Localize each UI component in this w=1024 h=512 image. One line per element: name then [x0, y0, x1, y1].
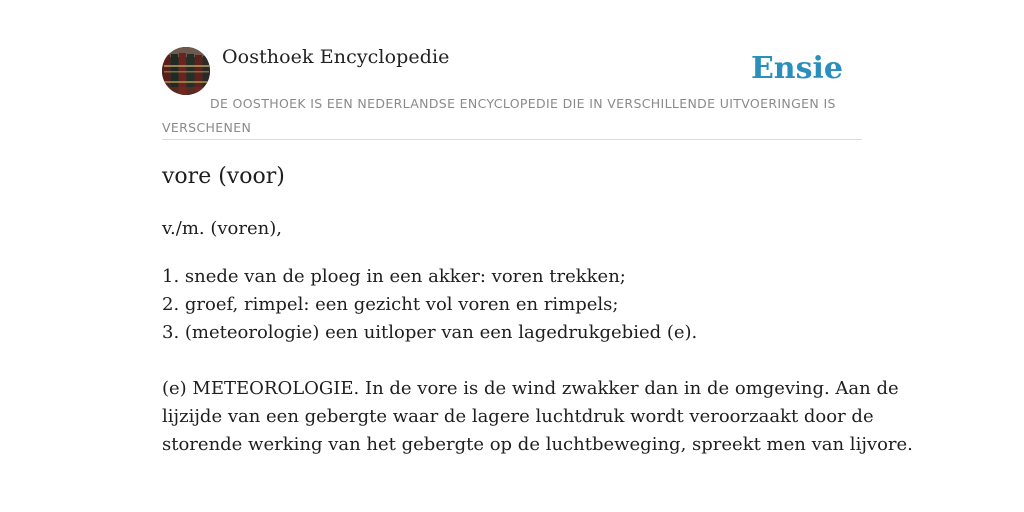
entry-card: [162, 0, 913, 512]
book-spines-icon: [162, 47, 210, 95]
brand-logo[interactable]: Ensie: [750, 51, 843, 86]
source-title[interactable]: Oosthoek Encyclopedie: [222, 46, 450, 68]
entry-grammar: v./m. (voren),: [162, 218, 282, 239]
sense-item: 3. (meteorologie) een uitloper van een lagedrukgebied (e).: [162, 322, 698, 343]
note-line: storende werking van het gebergte op de luchtbeweging, spreekt men van lijvore.: [162, 434, 913, 455]
source-description: DE OOSTHOEK IS EEN NEDERLANDSE ENCYCLOPEDIE DIE IN VERSCHILLENDE UITVOERINGEN IS VERSCHENEN: [162, 96, 836, 135]
header-divider: [162, 139, 862, 140]
note-line: (e) METEOROLOGIE. In de vore is de wind zwakker dan in de omgeving. Aan de: [162, 378, 899, 399]
source-avatar[interactable]: [162, 47, 210, 95]
note-line: lijzijde van een gebergte waar de lagere luchtdruk wordt veroorzaakt door de: [162, 406, 874, 427]
meteorology-note: [162, 375, 913, 459]
entry-headword: vore (voor): [162, 164, 285, 189]
sense-list: [162, 263, 697, 347]
sense-item: 1. snede van de ploeg in een akker: voren trekken;: [162, 266, 626, 287]
sense-item: 2. groef, rimpel: een gezicht vol voren en rimpels;: [162, 294, 619, 315]
